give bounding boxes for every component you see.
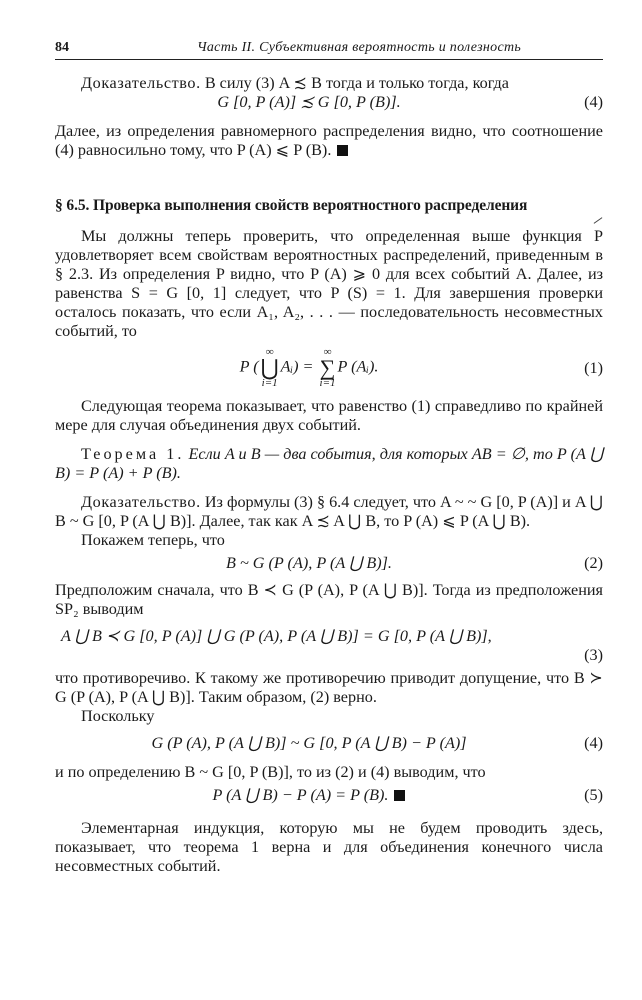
running-header — [55, 38, 603, 60]
since-line: Поскольку — [81, 707, 155, 725]
proof-text: Из формулы (3) § 6.4 следует, что A ~ ~ G [0, P (A)] и A ⋃ B ~ G [0, P (A ⋃ B)]. Далее, так как A ≾ A ⋃ B, то P (A) ⩽ P (A ⋃ B). — [55, 493, 603, 530]
proof-label: Доказательство. — [81, 74, 201, 92]
proof-paragraph-1 — [55, 74, 603, 93]
eq-left: P ( — [239, 357, 259, 376]
paragraph-2: Следующая теорема показывает, что равенство (1) справедливо по крайней мере для случая объединения двух событий. — [55, 397, 603, 434]
proof-text: В силу (3) A ≾ B тогда и только тогда, когда — [200, 74, 509, 92]
show-line: Покажем теперь, что — [81, 531, 225, 549]
equation-body — [55, 347, 563, 389]
paragraph-1: Мы должны теперь проверить, что определенная выше функция P удовлетворяет всем свойствам вероятностных распределений, приведенным в § 2.3. Из определения P видно, что P (A) ⩾ 0 для всех событий A. Далее, из равенства S = G [0, 1] следует, что P (S) = 1. Для завершения проверки осталось показать, что если A₁, A₂, . . . — последовательность несовместных событий, то — [55, 227, 603, 340]
qed-icon — [394, 790, 405, 801]
eq-right: P (Aᵢ). — [337, 357, 379, 376]
running-title: Часть II. Субъективная вероятность и полезность — [196, 40, 522, 55]
sum-symbol: ∑ — [319, 355, 336, 380]
sum-operator — [320, 347, 336, 389]
equation-4 — [55, 93, 603, 112]
proof-continuation — [55, 122, 603, 160]
equation-2 — [55, 554, 603, 573]
equation-body: B ~ G (P (A), P (A ⋃ B)]. — [226, 554, 392, 572]
union-upper: ∞ — [265, 346, 274, 358]
proof-paragraph-2 — [55, 493, 603, 531]
equation-text: P (A ⋃ B) − P (A) = P (B). — [212, 786, 389, 804]
eq-mid: Aᵢ) = — [280, 357, 318, 376]
equation-4b — [55, 734, 603, 753]
by-definition-paragraph: и по определению B ~ G [0, P (B)], то из (2) и (4) выводим, что — [55, 763, 486, 781]
qed-icon — [337, 145, 348, 156]
equation-body — [55, 786, 563, 805]
proof-label: Доказательство. — [81, 493, 201, 511]
equation-5 — [55, 786, 603, 805]
equation-number: (4) — [584, 93, 603, 111]
proof-continuation-text: Далее, из определения равномерного распределения видно, что соотношение (4) равносильно тому, что P (A) ⩽ P (B). — [55, 122, 603, 159]
union-lower: i=1 — [261, 377, 278, 389]
union-symbol: ⋃ — [260, 355, 279, 380]
theorem-text: Если A и B — два события, для которых AB = ∅, то P (A ⋃ B) = P (A) + P (B). — [55, 445, 603, 482]
suppose-paragraph: Предположим сначала, что B ≺ G (P (A), P (A ⋃ B)]. Тогда из предположения SP₂ выводим — [55, 581, 603, 618]
union-operator — [261, 347, 279, 389]
equation-number: (1) — [584, 358, 603, 377]
equation-number: (3) — [584, 646, 603, 664]
equation-body: A ⋃ B ≺ G [0, P (A)] ⋃ G (P (A), P (A ⋃ B)] = G [0, P (A ⋃ B)], — [61, 627, 492, 645]
book-page — [55, 38, 603, 876]
theorem-1 — [55, 445, 603, 483]
equation-number: (2) — [584, 554, 603, 572]
page-number: 84 — [55, 40, 69, 55]
equation-1 — [55, 347, 603, 389]
contradiction-paragraph: что противоречиво. К такому же противоречию приводит допущение, что B ≻ G (P (A), P (A ⋃ B)]. Таким образом, (2) верно. — [55, 669, 603, 706]
equation-number: (4) — [584, 734, 603, 752]
equation-number: (5) — [584, 786, 603, 804]
sum-upper: ∞ — [323, 346, 332, 358]
sum-lower: i=1 — [319, 377, 336, 389]
section-heading: § 6.5. Проверка выполнения свойств вероятностного распределения — [55, 197, 528, 214]
equation-3 — [55, 627, 603, 665]
equation-body: G (P (A), P (A ⋃ B)] ~ G [0, P (A ⋃ B) − P (A)] — [151, 734, 467, 752]
theorem-label: Теорема 1. — [81, 445, 185, 463]
paragraph-3: Элементарная индукция, которую мы не будем проводить здесь, показывает, что теорема 1 верна и для объединения конечного числа несовместных событий. — [55, 819, 603, 875]
equation-body: G [0, P (A)] ≾ G [0, P (B)]. — [217, 93, 401, 111]
